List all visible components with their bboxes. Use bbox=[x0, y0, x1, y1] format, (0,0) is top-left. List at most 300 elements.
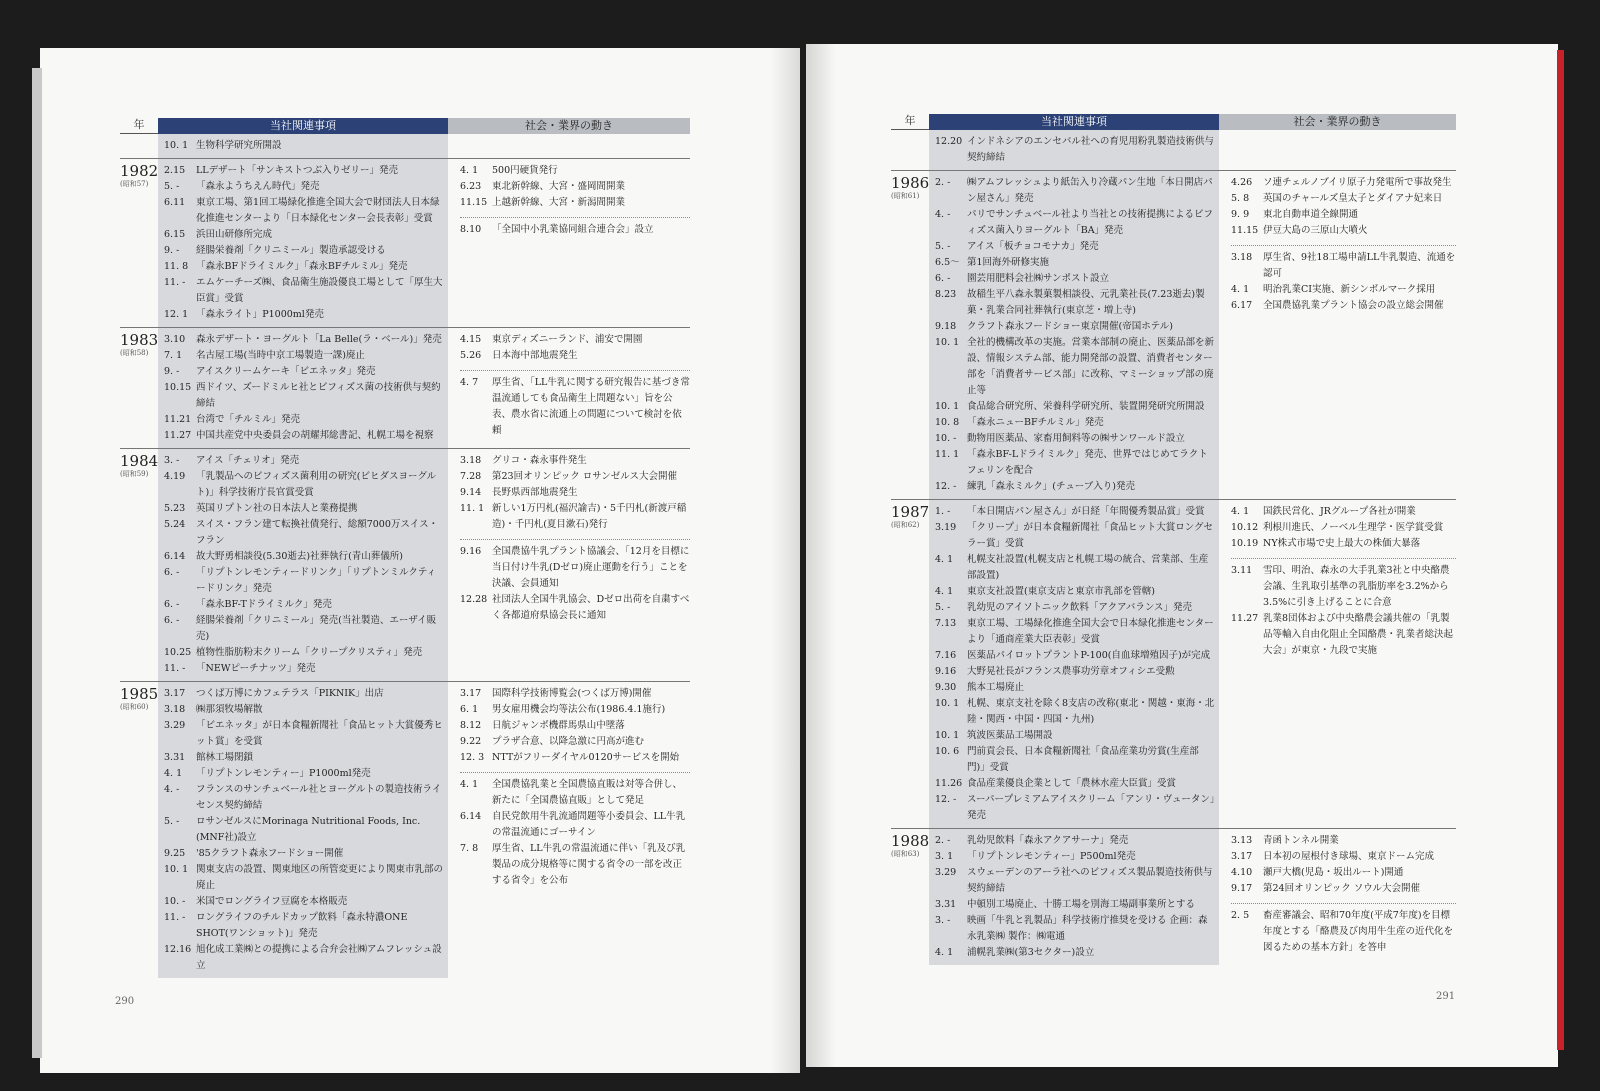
event-date: 3.17 bbox=[1231, 851, 1253, 862]
company-event bbox=[935, 552, 1215, 584]
company-event bbox=[164, 750, 444, 766]
era-label: (昭和63) bbox=[891, 850, 920, 858]
event-date: 10. - bbox=[164, 896, 186, 907]
year-label: 1985 bbox=[120, 685, 159, 703]
company-event bbox=[935, 897, 1215, 913]
header-company: 当社関連事項 bbox=[158, 118, 448, 134]
event-date: 10.25 bbox=[164, 647, 192, 658]
event-text: 雪印、明治、森永の大手乳業3社と中央酪農会議、生乳取引基準の乳脂肪率を3.2%から3.5%に引き上げることに合意 bbox=[1263, 565, 1450, 608]
society-event bbox=[1231, 504, 1456, 520]
company-event bbox=[164, 348, 444, 364]
event-date: 10.15 bbox=[164, 382, 192, 393]
company-event bbox=[935, 431, 1215, 447]
event-date: 12.20 bbox=[935, 136, 963, 147]
company-event bbox=[935, 134, 1215, 166]
event-text: 国際科学技術博覧会(つくば万博)開催 bbox=[492, 688, 652, 699]
event-text: 長野県西部地震発生 bbox=[492, 487, 578, 498]
society-event bbox=[1231, 833, 1456, 849]
event-date: 10. 1 bbox=[935, 337, 960, 348]
event-text: 東京支社設置(東京支店と東京市乳部を管轄) bbox=[967, 586, 1155, 597]
event-date: 11.15 bbox=[460, 197, 488, 208]
event-text: 全国農協乳業と全国農協直販は対等合併し、新たに「全国農協直販」として発足 bbox=[492, 779, 683, 806]
society-events bbox=[1219, 829, 1456, 965]
society-event bbox=[460, 592, 690, 624]
page-number: 291 bbox=[1436, 991, 1456, 1002]
event-text: 日本海中部地震発生 bbox=[492, 350, 578, 361]
event-date: 10. 1 bbox=[164, 140, 189, 151]
event-text: 台湾で「チルミル」発売 bbox=[196, 414, 301, 425]
event-date: 12. - bbox=[935, 481, 957, 492]
company-event bbox=[164, 718, 444, 750]
society-event bbox=[460, 544, 690, 592]
event-text: 英国のチャールズ皇太子とダイアナ妃来日 bbox=[1263, 193, 1443, 204]
company-event bbox=[164, 597, 444, 613]
company-event bbox=[164, 846, 444, 862]
event-text: スイス・フラン建て転換社債発行、総額7000万スイス・フラン bbox=[196, 519, 439, 546]
society-event bbox=[1231, 520, 1456, 536]
event-text: 明治乳業CI実施、新シンボルマーク採用 bbox=[1263, 284, 1436, 295]
year-cell bbox=[891, 130, 929, 170]
year-block bbox=[120, 327, 690, 448]
company-events bbox=[158, 449, 448, 681]
year-block bbox=[120, 134, 690, 158]
event-date: 6.17 bbox=[1231, 300, 1253, 311]
event-text: 日本初の屋根付き球場、東京ドーム完成 bbox=[1263, 851, 1435, 862]
event-date: 5.23 bbox=[164, 503, 186, 514]
event-text: NY株式市場で史上最大の株価大暴落 bbox=[1263, 538, 1421, 549]
event-text: 練乳「森永ミルク」(チューブ入り)発売 bbox=[967, 481, 1135, 492]
table-header bbox=[891, 114, 1456, 130]
event-date: 9.16 bbox=[460, 546, 482, 557]
company-event bbox=[935, 833, 1215, 849]
society-event bbox=[1231, 849, 1456, 865]
event-text: ロングライフのチルドカップ飲料「森永特濃ONE SHOT(ワンショット)」発売 bbox=[196, 912, 408, 939]
event-text: アイス「板チョコモナカ」発売 bbox=[967, 241, 1099, 252]
company-event bbox=[164, 501, 444, 517]
era-label: (昭和61) bbox=[891, 192, 920, 200]
company-event bbox=[935, 415, 1215, 431]
company-event bbox=[935, 207, 1215, 239]
event-date: 4. 1 bbox=[935, 554, 954, 565]
company-event bbox=[935, 479, 1215, 495]
event-text: 瀬戸大橋(児島・坂出ルート)開通 bbox=[1263, 867, 1404, 878]
company-event bbox=[164, 766, 444, 782]
event-text: グリコ・森永事件発生 bbox=[492, 455, 587, 466]
header-society: 社会・業界の動き bbox=[448, 118, 690, 134]
society-event bbox=[460, 734, 690, 750]
year-label: 1986 bbox=[891, 174, 930, 192]
event-text: ソ連チェルノブイリ原子力発電所で事故発生 bbox=[1263, 177, 1452, 188]
event-date: 9.30 bbox=[935, 682, 957, 693]
event-date: 12. - bbox=[935, 794, 957, 805]
event-text: 故稲生平八森永製菓製相談役、元乳業社長(7.23逝去)製菓・乳業合同社葬執行(東京芝・増上寺) bbox=[967, 289, 1205, 316]
event-date: 3.13 bbox=[1231, 835, 1253, 846]
society-group bbox=[460, 539, 690, 624]
society-events bbox=[1219, 130, 1456, 170]
event-text: 「森永ようちえん時代」発売 bbox=[196, 181, 320, 192]
company-event bbox=[164, 453, 444, 469]
event-date: 10. 1 bbox=[935, 401, 960, 412]
company-event bbox=[164, 565, 444, 597]
company-event bbox=[164, 862, 444, 894]
society-events bbox=[448, 134, 690, 158]
event-date: 12. 1 bbox=[164, 309, 189, 320]
event-text: 「NEWピーチナッツ」発売 bbox=[196, 663, 316, 674]
company-events bbox=[929, 500, 1219, 828]
company-event bbox=[164, 782, 444, 814]
society-event bbox=[1231, 563, 1456, 611]
event-text: ㈱アムフレッシュより紙缶入り冷蔵パン生地「本日開店パン屋さん」発売 bbox=[967, 177, 1213, 204]
event-text: 上越新幹線、大宮・新潟間開業 bbox=[492, 197, 626, 208]
era-label: (昭和57) bbox=[120, 180, 149, 188]
event-date: 11. - bbox=[164, 277, 186, 288]
company-event bbox=[935, 520, 1215, 552]
event-date: 12.28 bbox=[460, 594, 488, 605]
event-date: 9.25 bbox=[164, 848, 186, 859]
society-event bbox=[460, 195, 690, 211]
event-date: 5. - bbox=[164, 816, 180, 827]
society-group bbox=[460, 453, 690, 533]
event-date: 4. 1 bbox=[460, 165, 479, 176]
society-event bbox=[460, 348, 690, 364]
event-date: 6. - bbox=[935, 273, 951, 284]
event-date: 3.17 bbox=[164, 688, 186, 699]
company-event bbox=[935, 504, 1215, 520]
company-event bbox=[935, 696, 1215, 728]
year-block bbox=[891, 130, 1456, 170]
company-event bbox=[164, 686, 444, 702]
year-cell bbox=[891, 829, 929, 965]
event-text: NTTがフリーダイヤル0120サービスを開始 bbox=[492, 752, 680, 763]
event-text: 東北新幹線、大宮・盛岡間開業 bbox=[492, 181, 626, 192]
company-event bbox=[164, 332, 444, 348]
event-text: 伊豆大島の三原山大噴火 bbox=[1263, 225, 1368, 236]
year-cell bbox=[120, 134, 158, 158]
year-block bbox=[120, 448, 690, 681]
spine-shadow bbox=[770, 48, 800, 1073]
event-date: 3. - bbox=[164, 455, 180, 466]
event-date: 9.18 bbox=[935, 321, 957, 332]
event-text: 「森永BF-Lドライミルク」発売、世界ではじめてラクトフェリンを配合 bbox=[967, 449, 1208, 476]
company-event bbox=[935, 945, 1215, 961]
event-text: 畜産審議会、昭和70年度(平成7年度)を目標年度とする「酪農及び肉用牛生産の近代化を図るための基本方針」を答申 bbox=[1263, 910, 1454, 953]
event-date: 5. - bbox=[164, 181, 180, 192]
event-date: 9. - bbox=[164, 245, 180, 256]
event-date: 2.15 bbox=[164, 165, 186, 176]
event-text: プラザ合意、以降急激に円高が進む bbox=[492, 736, 645, 747]
page-edge bbox=[32, 68, 42, 1058]
event-text: 旭化成工業㈱との提携による合弁会社㈱アムフレッシュ設立 bbox=[196, 944, 442, 971]
society-event bbox=[460, 469, 690, 485]
event-text: 東京工場、第1回工場緑化推進全国大会で財団法人日本緑化推進センターより「日本緑化センター会長表彰」受賞 bbox=[196, 197, 440, 224]
event-date: 10.19 bbox=[1231, 538, 1259, 549]
society-group bbox=[1231, 558, 1456, 659]
year-cell bbox=[120, 159, 158, 327]
era-label: (昭和59) bbox=[120, 470, 149, 478]
company-event bbox=[935, 616, 1215, 648]
event-date: 4. 1 bbox=[460, 779, 479, 790]
event-text: 「乳製品へのビフィズス菌利用の研究(ビヒダスヨーグルト)」科学技術庁長官賞受賞 bbox=[196, 471, 437, 498]
society-event bbox=[460, 163, 690, 179]
company-event bbox=[164, 243, 444, 259]
event-date: 3. - bbox=[935, 915, 951, 926]
event-text: 故大野勇相談役(5.30逝去)社葬執行(青山葬儀所) bbox=[196, 551, 403, 562]
event-date: 8.23 bbox=[935, 289, 957, 300]
event-text: 厚生省、9社18工場申請LL牛乳製造、流通を認可 bbox=[1263, 252, 1456, 279]
event-text: 植物性脂肪粉末クリーム「クリープクリスティ」発売 bbox=[196, 647, 423, 658]
event-text: 500円硬貨発行 bbox=[492, 165, 558, 176]
company-events bbox=[929, 130, 1219, 170]
red-bookmark-edge bbox=[1557, 50, 1564, 1050]
event-text: パリでサンチュベール社より当社との技術提携によるビフィズス菌入りヨーグルト「BA」発売 bbox=[967, 209, 1214, 236]
chronology-table-left bbox=[120, 118, 690, 978]
event-date: 3.31 bbox=[164, 752, 186, 763]
event-date: 11.27 bbox=[164, 430, 192, 441]
event-date: 10. 1 bbox=[164, 864, 189, 875]
company-event bbox=[935, 849, 1215, 865]
event-text: 「リプトンレモンティー」P500ml発売 bbox=[967, 851, 1136, 862]
left-page bbox=[40, 48, 800, 1073]
spine-shadow bbox=[806, 44, 836, 1067]
event-text: 「森永BF-Tドライミルク」発売 bbox=[196, 599, 332, 610]
society-event bbox=[1231, 536, 1456, 552]
event-date: 4. 1 bbox=[935, 586, 954, 597]
society-event bbox=[1231, 611, 1456, 659]
header-year: 年 bbox=[891, 114, 929, 130]
society-event bbox=[1231, 282, 1456, 298]
year-block bbox=[120, 681, 690, 978]
society-event bbox=[460, 750, 690, 766]
company-event bbox=[935, 600, 1215, 616]
year-label: 1987 bbox=[891, 503, 930, 521]
event-date: 5. - bbox=[935, 241, 951, 252]
event-text: 浦幌乳業㈱(第3セクター)設立 bbox=[967, 947, 1095, 958]
event-text: LLデザート「サンキストつぶ入りゼリー」発売 bbox=[196, 165, 398, 176]
event-date: 9. - bbox=[164, 366, 180, 377]
event-date: 1. - bbox=[935, 506, 951, 517]
event-date: 6.23 bbox=[460, 181, 482, 192]
event-text: 全国農協乳業プラント協会の設立総会開催 bbox=[1263, 300, 1444, 311]
society-event bbox=[1231, 908, 1456, 956]
event-text: 第23回オリンピック ロサンゼルス大会開催 bbox=[492, 471, 677, 482]
event-text: 大野晃社長がフランス農事功労章オフィシエ受勲 bbox=[967, 666, 1175, 677]
year-block bbox=[891, 828, 1456, 965]
event-text: '85クラフト森永フードショー開催 bbox=[196, 848, 344, 859]
event-text: 食品産業優良企業として「農林水産大臣賞」受賞 bbox=[967, 778, 1177, 789]
era-label: (昭和58) bbox=[120, 349, 149, 357]
society-group bbox=[460, 686, 690, 766]
event-text: つくば万博にカフェテラス「PIKNIK」出店 bbox=[196, 688, 384, 699]
company-event bbox=[164, 645, 444, 661]
event-date: 12.16 bbox=[164, 944, 192, 955]
event-date: 3.18 bbox=[164, 704, 186, 715]
event-text: 熊本工場廃止 bbox=[967, 682, 1025, 693]
event-date: 5.26 bbox=[460, 350, 482, 361]
event-date: 11. 1 bbox=[935, 449, 960, 460]
event-date: 10. 8 bbox=[935, 417, 960, 428]
event-date: 4. - bbox=[935, 209, 951, 220]
company-event bbox=[935, 175, 1215, 207]
event-date: 7.16 bbox=[935, 650, 957, 661]
event-date: 6. 1 bbox=[460, 704, 479, 715]
company-event bbox=[164, 307, 444, 323]
event-text: ロサンゼルスにMorinaga Nutritional Foods, Inc.(MNF社)設立 bbox=[196, 816, 421, 843]
company-events bbox=[158, 134, 448, 158]
table-body bbox=[891, 130, 1456, 965]
year-block bbox=[891, 499, 1456, 828]
society-group bbox=[460, 772, 690, 889]
society-group bbox=[1231, 903, 1456, 956]
event-date: 4. 1 bbox=[164, 768, 183, 779]
company-event bbox=[935, 744, 1215, 776]
event-text: アイスクリームケーキ「ビエネッタ」発売 bbox=[196, 366, 376, 377]
year-cell bbox=[891, 171, 929, 499]
event-date: 6. - bbox=[164, 599, 180, 610]
company-event bbox=[935, 255, 1215, 271]
company-event bbox=[164, 942, 444, 974]
event-date: 9.14 bbox=[460, 487, 482, 498]
event-text: 日航ジャンボ機群馬県山中墜落 bbox=[492, 720, 625, 731]
event-date: 9.22 bbox=[460, 736, 482, 747]
event-text: 「森永ライト」P1000ml発売 bbox=[196, 309, 324, 320]
page-number: 290 bbox=[115, 996, 135, 1007]
company-event bbox=[935, 335, 1215, 399]
event-text: 「ビエネッタ」が日本食糧新聞社「食品ヒット大賞優秀ヒット賞」を受賞 bbox=[196, 720, 443, 747]
event-text: 映画「牛乳と乳製品」科学技術庁推奨を受ける 企画：森永乳業㈱ 製作：㈱電通 bbox=[967, 915, 1208, 942]
event-text: 筑波医薬品工場開設 bbox=[967, 730, 1053, 741]
event-date: 4. 7 bbox=[460, 377, 479, 388]
year-label: 1983 bbox=[120, 331, 159, 349]
company-events bbox=[929, 171, 1219, 499]
company-event bbox=[935, 776, 1215, 792]
event-text: 新しい1万円札(福沢諭吉)・5千円札(新渡戸稲造)・千円札(夏目漱石)発行 bbox=[492, 503, 687, 530]
event-text: 第24回オリンピック ソウル大会開催 bbox=[1263, 883, 1420, 894]
table-body bbox=[120, 134, 690, 978]
company-events bbox=[158, 328, 448, 448]
company-event bbox=[935, 447, 1215, 479]
company-event bbox=[935, 680, 1215, 696]
event-date: 4. 1 bbox=[1231, 506, 1250, 517]
company-event bbox=[164, 275, 444, 307]
event-text: 食品総合研究所、栄養科学研究所、装置開発研究所開設 bbox=[967, 401, 1205, 412]
company-event bbox=[164, 195, 444, 227]
event-date: 6. - bbox=[164, 567, 180, 578]
event-text: スーパープレミアムアイスクリーム「アンリ・ヴュータン」発売 bbox=[967, 794, 1215, 821]
event-date: 5.24 bbox=[164, 519, 186, 530]
company-event bbox=[164, 910, 444, 942]
event-text: スウェーデンのアーラ社へのビフィズス製品製造技術供与契約締結 bbox=[967, 867, 1213, 894]
society-event bbox=[460, 222, 690, 238]
table-header bbox=[120, 118, 690, 134]
company-event bbox=[935, 399, 1215, 415]
company-event bbox=[164, 894, 444, 910]
event-date: 6.14 bbox=[460, 811, 482, 822]
company-event bbox=[935, 584, 1215, 600]
event-text: 生物科学研究所開設 bbox=[196, 140, 282, 151]
event-date: 11. 8 bbox=[164, 261, 189, 272]
event-date: 3. 1 bbox=[935, 851, 954, 862]
year-cell bbox=[120, 328, 158, 448]
event-date: 5. 8 bbox=[1231, 193, 1250, 204]
event-text: クラフト森永フードショー東京開催(帝国ホテル) bbox=[967, 321, 1173, 332]
event-date: 3.29 bbox=[164, 720, 186, 731]
society-event bbox=[460, 686, 690, 702]
event-text: 自民党飲用牛乳流通問題等小委員会、LL牛乳の常温流通にゴーサイン bbox=[492, 811, 686, 838]
event-date: 11. - bbox=[164, 912, 186, 923]
society-group bbox=[460, 370, 690, 439]
event-text: 森永デザート・ヨーグルト「La Belle(ラ・ベール)」発売 bbox=[196, 334, 442, 345]
society-group bbox=[460, 332, 690, 364]
event-date: 3.18 bbox=[1231, 252, 1253, 263]
event-text: 乳幼児のアイソトニック飲料「アクアバランス」発売 bbox=[967, 602, 1193, 613]
society-event bbox=[1231, 881, 1456, 897]
society-event bbox=[460, 777, 690, 809]
society-event bbox=[1231, 865, 1456, 881]
event-date: 11.27 bbox=[1231, 613, 1259, 624]
event-text: 名古屋工場(当時中京工場製造一課)廃止 bbox=[196, 350, 365, 361]
event-text: ㈱那須牧場解散 bbox=[196, 704, 263, 715]
event-date: 2. 5 bbox=[1231, 910, 1250, 921]
event-date: 7. 1 bbox=[164, 350, 183, 361]
year-cell bbox=[120, 449, 158, 681]
society-event bbox=[1231, 207, 1456, 223]
year-cell bbox=[120, 682, 158, 978]
event-date: 11. - bbox=[164, 663, 186, 674]
event-date: 4. - bbox=[164, 784, 180, 795]
event-text: 中頓別工場廃止、十勝工場を別海工場副事業所とする bbox=[967, 899, 1196, 910]
company-event bbox=[935, 319, 1215, 335]
company-event bbox=[164, 661, 444, 677]
event-text: 館林工場閉鎖 bbox=[196, 752, 254, 763]
event-text: フランスのサンチュベール社とヨーグルトの製造技術ライセンス契約締結 bbox=[196, 784, 442, 811]
event-date: 10. 1 bbox=[935, 730, 960, 741]
event-text: 札幌、東京支社を除く8支店の改称(東北・関越・東海・北陸・関西・中国・四国・九州) bbox=[967, 698, 1215, 725]
event-date: 4.15 bbox=[460, 334, 482, 345]
company-event bbox=[164, 613, 444, 645]
event-text: インドネシアのエンセバル社への育児用粉乳製造技術供与契約締結 bbox=[967, 136, 1214, 163]
event-date: 3.17 bbox=[460, 688, 482, 699]
company-event bbox=[935, 239, 1215, 255]
company-events bbox=[158, 682, 448, 978]
event-date: 4. 1 bbox=[935, 947, 954, 958]
era-label: (昭和62) bbox=[891, 521, 920, 529]
society-event bbox=[460, 841, 690, 889]
event-date: 10.12 bbox=[1231, 522, 1259, 533]
event-text: 「全国中小乳業協同組合連合会」設立 bbox=[492, 224, 654, 235]
company-event bbox=[164, 549, 444, 565]
event-date: 10. 6 bbox=[935, 746, 960, 757]
company-event bbox=[935, 648, 1215, 664]
event-date: 6.15 bbox=[164, 229, 186, 240]
event-text: 「森永ニューBFチルミル」発売 bbox=[967, 417, 1104, 428]
event-text: 門前貢会長、日本食糧新聞社「食品産業功労賞(生産部門)」受賞 bbox=[967, 746, 1199, 773]
society-event bbox=[1231, 223, 1456, 239]
society-group bbox=[1231, 833, 1456, 897]
company-event bbox=[164, 259, 444, 275]
event-date: 9. 9 bbox=[1231, 209, 1250, 220]
event-text: 乳幼児飲料「森永アクアサーナ」発売 bbox=[967, 835, 1129, 846]
year-cell bbox=[891, 500, 929, 828]
event-date: 7. 8 bbox=[460, 843, 479, 854]
year-label: 1982 bbox=[120, 162, 159, 180]
event-text: 社団法人全国牛乳協会、Dゼロ出荷を自粛すべく各都道府県協会長に通知 bbox=[492, 594, 690, 621]
company-event bbox=[164, 702, 444, 718]
chronology-table-right bbox=[891, 114, 1456, 965]
event-date: 5. - bbox=[935, 602, 951, 613]
company-event bbox=[935, 913, 1215, 945]
event-date: 7.13 bbox=[935, 618, 957, 629]
event-date: 8.10 bbox=[460, 224, 482, 235]
